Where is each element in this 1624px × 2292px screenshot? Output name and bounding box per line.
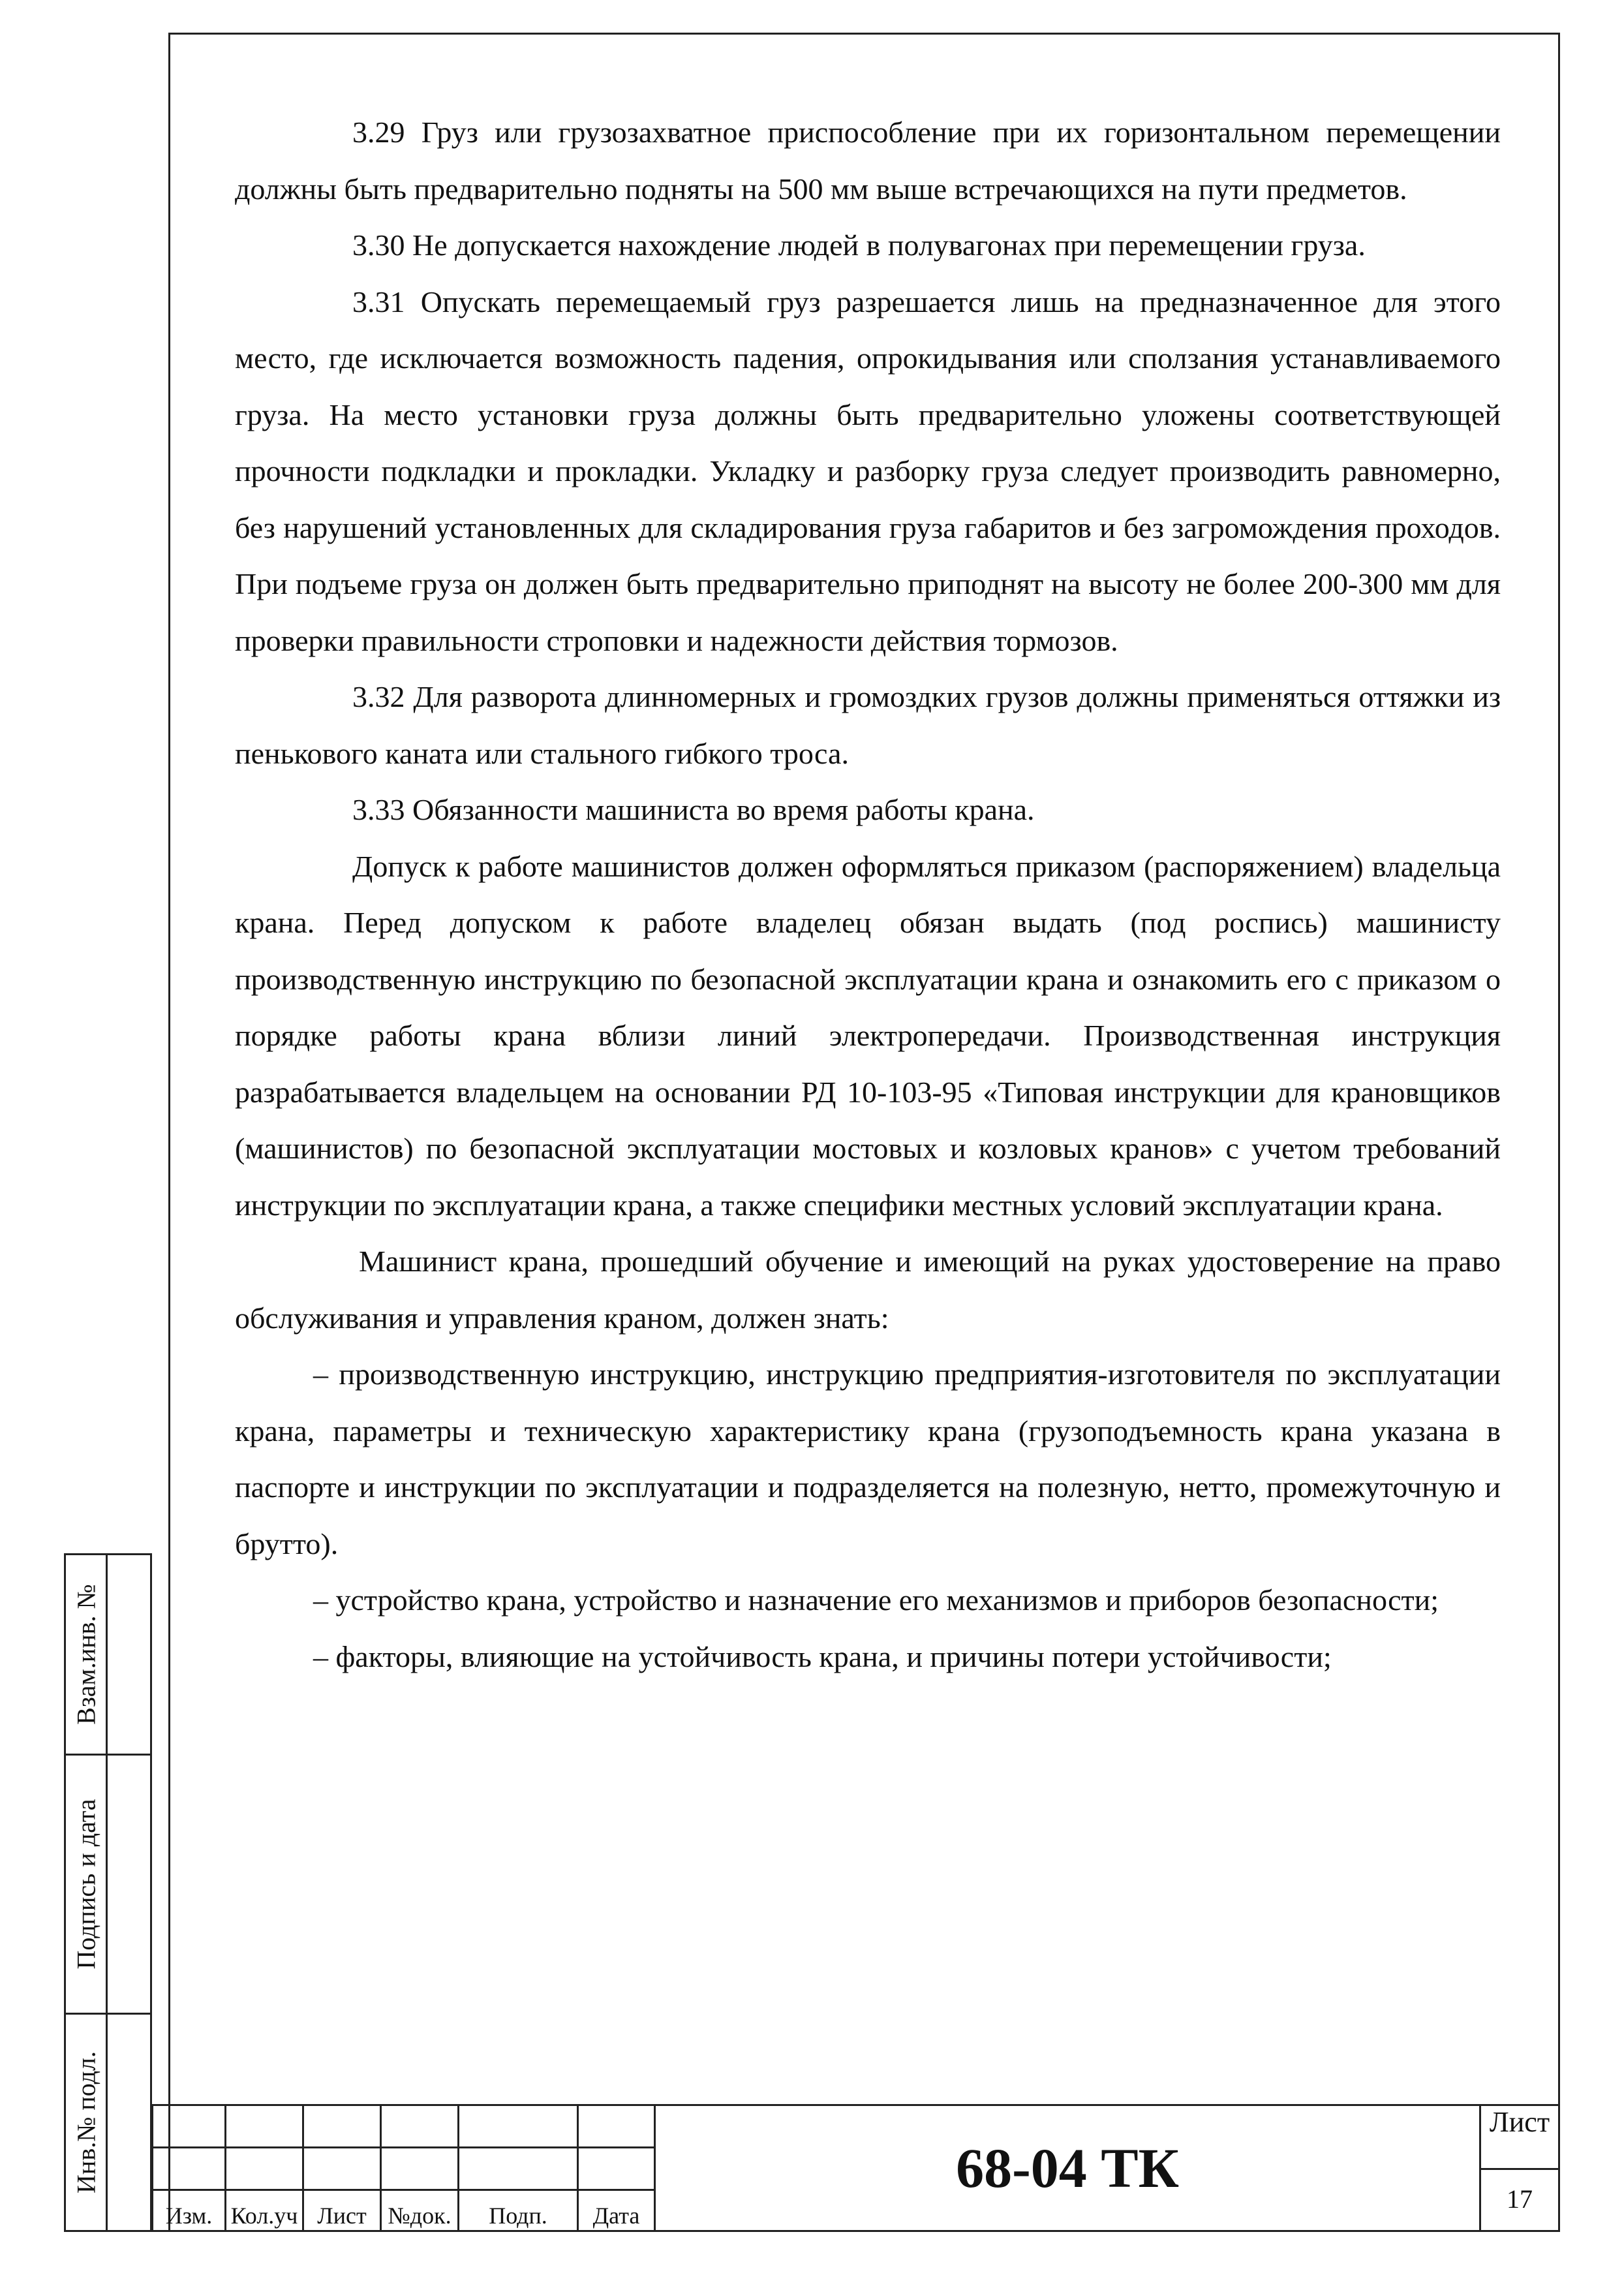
list-item: – факторы, влияющие на устойчивость крана, и причины потери устойчивости; [313,1639,1332,1673]
header-podp: Подп. [489,2203,547,2229]
sheet-number: 17 [1507,2184,1533,2214]
header-list: Лист [317,2203,367,2229]
header-izm: Изм. [165,2203,213,2229]
paragraph-3-29: 3.29 Груз или грузозахватное приспособление при их горизонтальном перемещении должны быть предварительно подняты на 500 мм выше встречающихся на пути предметов. [235,116,1501,206]
side-label-podpis: Подпись и дата [71,1799,100,1970]
list-item: – производственную инструкцию, инструкцию предприятия-изготовителя по эксплуатации крана, параметры и техническую характеристику крана (грузоподъемность крана указана в паспорте и инструкции по эксплуатации и подразделяется на полезную, нетто, промежуточную и брутто). [235,1357,1501,1560]
side-stamp-podpis [64,1754,152,2015]
side-stamp-vzam [64,1553,152,1756]
paragraph-3-31: 3.31 Опускать перемещаемый груз разрешается лишь на предназначенное для этого место, где исключается возможность падения, опрокидывания или сползания устанавливаемого груза. На место установки груза должны быть предварительно уложены соответствующей прочности подкладки и прокладки. Укладку и разборку груза следует производить равномерно, без нарушений установленных для складирования груза габаритов и без загромождения проходов. При подъеме груза он должен быть предварительно приподнят на высоту не более 200-300 мм для проверки правильности строповки и надежности действия тормозов. [235,285,1501,657]
header-ndok: №док. [388,2203,452,2229]
paragraph-admission: Допуск к работе машинистов должен оформляться приказом (распоряжением) владельца крана. Перед допуском к работе владелец обязан выдать (под роспись) машинисту производственную инструкцию по безопасной эксплуатации крана и ознакомить его с приказом о порядке работы крана вблизи линий электропередачи. Производственная инструкция разрабатывается владельцем на основании РД 10-103-95 «Типовая инструкции для крановщиков (машинистов) по безопасной эксплуатации мостовых и козловых кранов» с учетом требований инструкции по эксплуатации крана, а также специфики местных условий эксплуатации крана. [235,849,1501,1222]
title-block [151,2104,1560,2232]
side-label-vzam: Взам.инв. № [71,1584,100,1725]
paragraph-3-32: 3.32 Для разворота длинномерных и громоздких грузов должны применяться оттяжки из пенькового каната или стального гибкого троса. [235,680,1501,770]
paragraph-3-33: 3.33 Обязанности машиниста во время работы крана. [352,793,1035,826]
paragraph-3-30: 3.30 Не допускается нахождение людей в полувагонах при перемещении груза. [352,228,1366,262]
document-number: 68-04 ТК [956,2137,1179,2199]
sheet-label: Лист [1489,2106,1550,2138]
paragraph-operator-must-know: Машинист крана, прошедший обучение и имеющий на руках удостоверение на право обслуживания и управления краном, должен знать: [235,1245,1501,1335]
header-kol-uch: Кол.уч [230,2203,298,2229]
document-body [235,104,1501,1685]
list-item: – устройство крана, устройство и назначение его механизмов и приборов безопасности; [313,1583,1439,1617]
header-data: Дата [592,2203,640,2229]
side-stamp-inv [64,2013,152,2232]
side-label-inv: Инв.№ подл. [71,2051,100,2193]
